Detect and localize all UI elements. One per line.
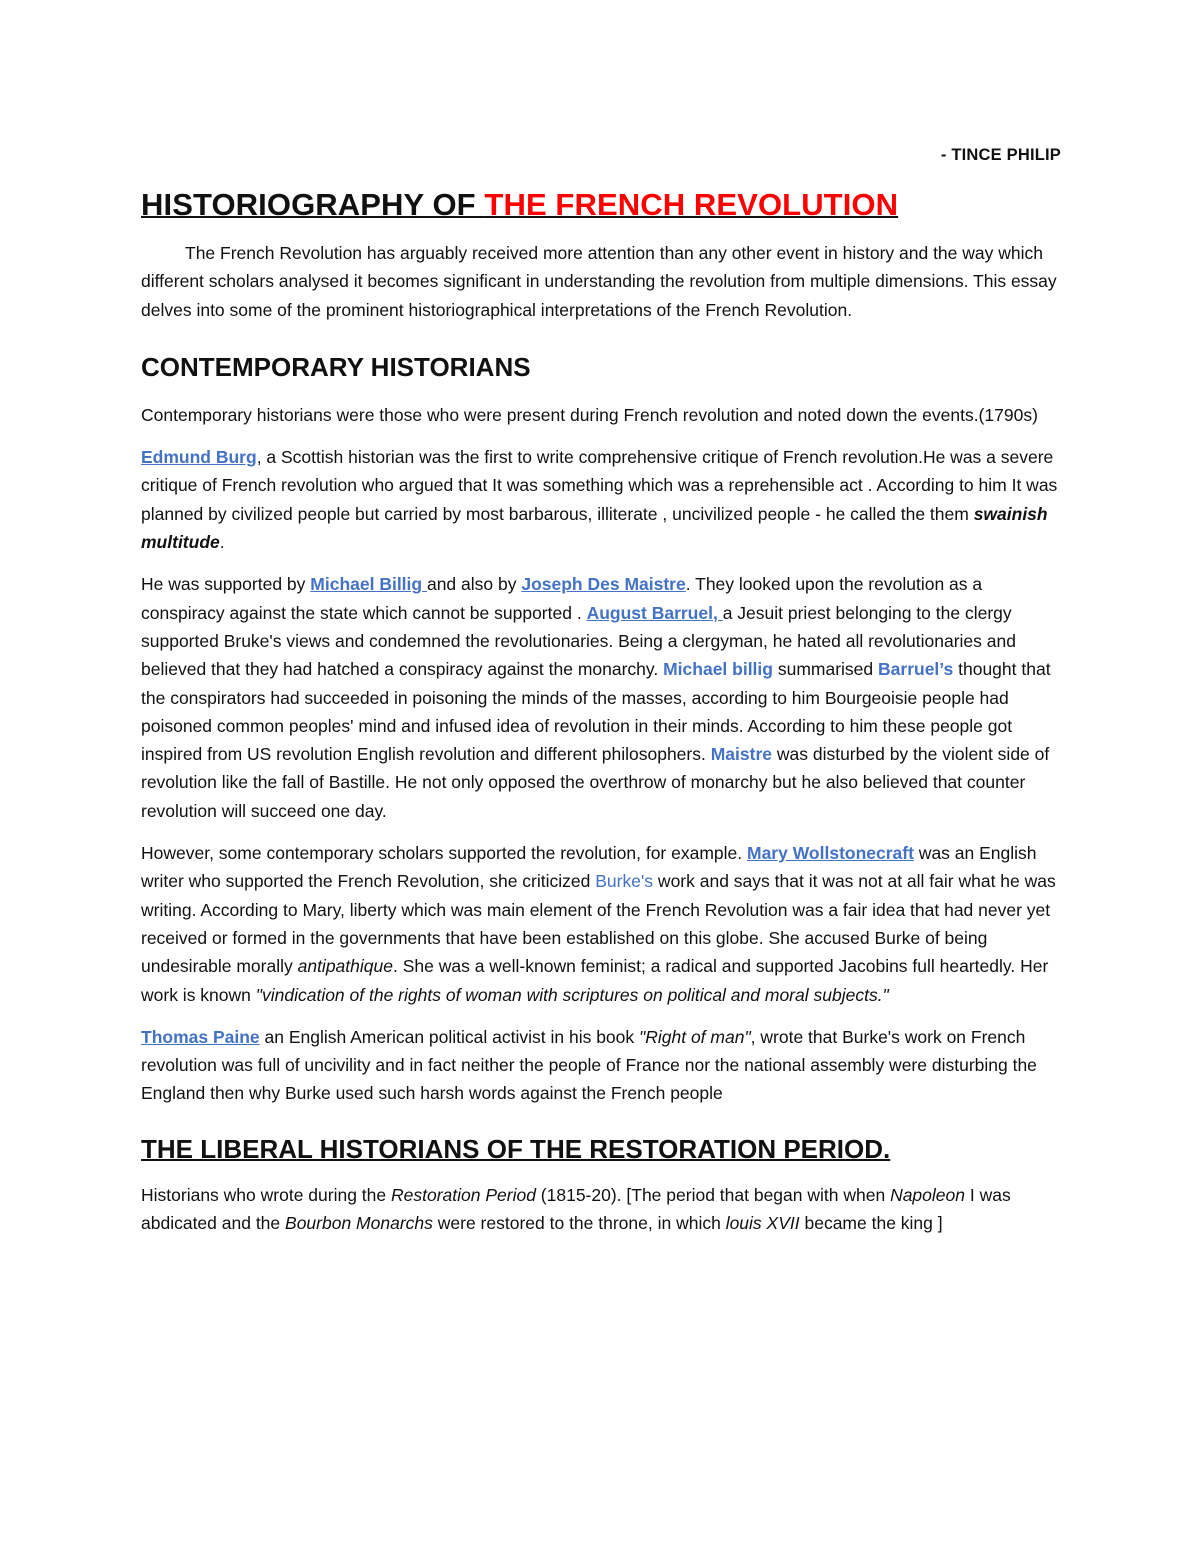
emphasis-bourbon-monarchs: Bourbon Monarchs <box>285 1213 433 1234</box>
text-span: . They looked upon the revolution as a conspiracy against the state which cannot be supported . <box>141 574 983 623</box>
emphasis-vindication: "vindication of the rights of woman with scriptures on political and moral subjects." <box>255 984 889 1005</box>
link-mary-wollstonecraft[interactable]: Mary Wollstonecraft <box>747 843 914 864</box>
text-span: was disturbed by the violent side of revolution like the fall of Bastille. He not only opposed the overthrow of monarchy but he also believed that counter revolution will succeed one day. <box>141 744 1050 821</box>
paragraph-supporters <box>141 570 1061 825</box>
link-thomas-paine[interactable]: Thomas Paine <box>141 1026 260 1047</box>
emphasis-napoleon: Napoleon <box>890 1184 965 1205</box>
document-title <box>141 187 1061 223</box>
text-span: Historians who wrote during the <box>141 1184 391 1205</box>
link-august-barruel[interactable]: August Barruel, <box>586 602 723 623</box>
text-span: He was supported by <box>141 574 311 595</box>
text-span: , a Scottish historian was the first to write comprehensive critique of French revolution.He was a severe critique of French revolution who argued that It was something which was a reprehensible act . According to him It was planned by civilized people but carried by most barbarous, illiterate , uncivilized people - he called the them <box>141 447 1058 524</box>
text-span: However, some contemporary scholars supported the revolution, for example. <box>141 843 747 864</box>
text-span: work and says that it was not at all fair what he was writing. According to Mary, liberty which was main element of the French Revolution was a fair idea that had never yet received or formed in the governments that have been established on this globe. She accused Burke of being undesirable morally <box>141 871 1056 977</box>
text-span: I was abdicated and the <box>141 1184 1011 1234</box>
text-span: . <box>219 532 225 553</box>
emphasis-swainish-multitude: swainish multitude <box>141 503 1048 553</box>
name-michael-billig: Michael billig <box>663 659 773 680</box>
intro-paragraph: The French Revolution has arguably received more attention than any other event in history and the way which different scholars analysed it becomes significant in understanding the revolution from multiple dimensions. This essay delves into some of the prominent historiographical interpretations of the French Revolution. <box>141 243 1057 320</box>
paragraph-edmund-burg <box>141 443 1061 556</box>
text-span: became the king ] <box>799 1213 943 1234</box>
name-barruel: Barruel’s <box>878 659 954 680</box>
text-span: summarised <box>772 659 879 680</box>
document-page <box>141 140 1061 1237</box>
text-span: (1815-20). [The period that began with when <box>535 1184 891 1205</box>
name-maistre: Maistre <box>710 744 772 765</box>
title-part-red: THE FRENCH REVOLUTION <box>484 187 899 222</box>
emphasis-restoration-period: Restoration Period <box>390 1184 536 1205</box>
paragraph-restoration-period <box>141 1181 1061 1238</box>
paragraph-contemporary-definition: Contemporary historians were those who were present during French revolution and noted down the events.(1790s) <box>141 404 1038 425</box>
emphasis-antipathique: antipathique <box>297 956 393 977</box>
link-michael-billig[interactable]: Michael Billig <box>310 574 427 595</box>
section-heading-contemporary: CONTEMPORARY HISTORIANS <box>141 351 531 382</box>
text-span: thought that the conspirators had succeeded in poisoning the minds of the masses, according to him Bourgeoisie people had poisoned common peoples' mind and infused idea of revolution in their minds. According to him these people got inspired from US revolution English revolution and different philosophers. <box>141 659 1051 765</box>
text-span: . She was a well-known feminist; a radical and supported Jacobins full heartedly. Her work is known <box>141 956 1049 1005</box>
link-edmund-burg[interactable]: Edmund Burg <box>141 447 257 468</box>
title-part-black: HISTORIOGRAPHY OF <box>141 187 485 222</box>
emphasis-louis-xvii: louis XVII <box>725 1213 800 1234</box>
text-span: was an English writer who supported the French Revolution, she criticized <box>141 843 1037 892</box>
name-burkes: Burke's <box>595 871 654 892</box>
paragraph-thomas-paine <box>141 1023 1061 1108</box>
text-span: an English American political activist in his book <box>259 1026 640 1047</box>
emphasis-right-of-man: "Right of man" <box>639 1026 751 1047</box>
text-span: and also by <box>426 574 522 595</box>
paragraph-mary-wollstonecraft <box>141 839 1061 1009</box>
text-span: a Jesuit priest belonging to the clergy supported Bruke's views and condemned the revolutionaries. Being a clergyman, he hated all revolutionaries and believed that they had hatched a conspiracy against the monarchy. <box>141 602 1016 680</box>
section-heading-liberal-historians: THE LIBERAL HISTORIANS OF THE RESTORATION PERIOD. <box>141 1133 891 1164</box>
link-joseph-des-maistre[interactable]: Joseph Des Maistre <box>521 574 686 595</box>
author-name: - TINCE PHILIP <box>940 146 1061 164</box>
text-span: , wrote that Burke's work on French revolution was full of uncivility and in fact neither the people of France nor the national assembly were disturbing the England then why Burke used such harsh words against the French people <box>141 1026 1037 1104</box>
text-span: were restored to the throne, in which <box>432 1213 726 1234</box>
